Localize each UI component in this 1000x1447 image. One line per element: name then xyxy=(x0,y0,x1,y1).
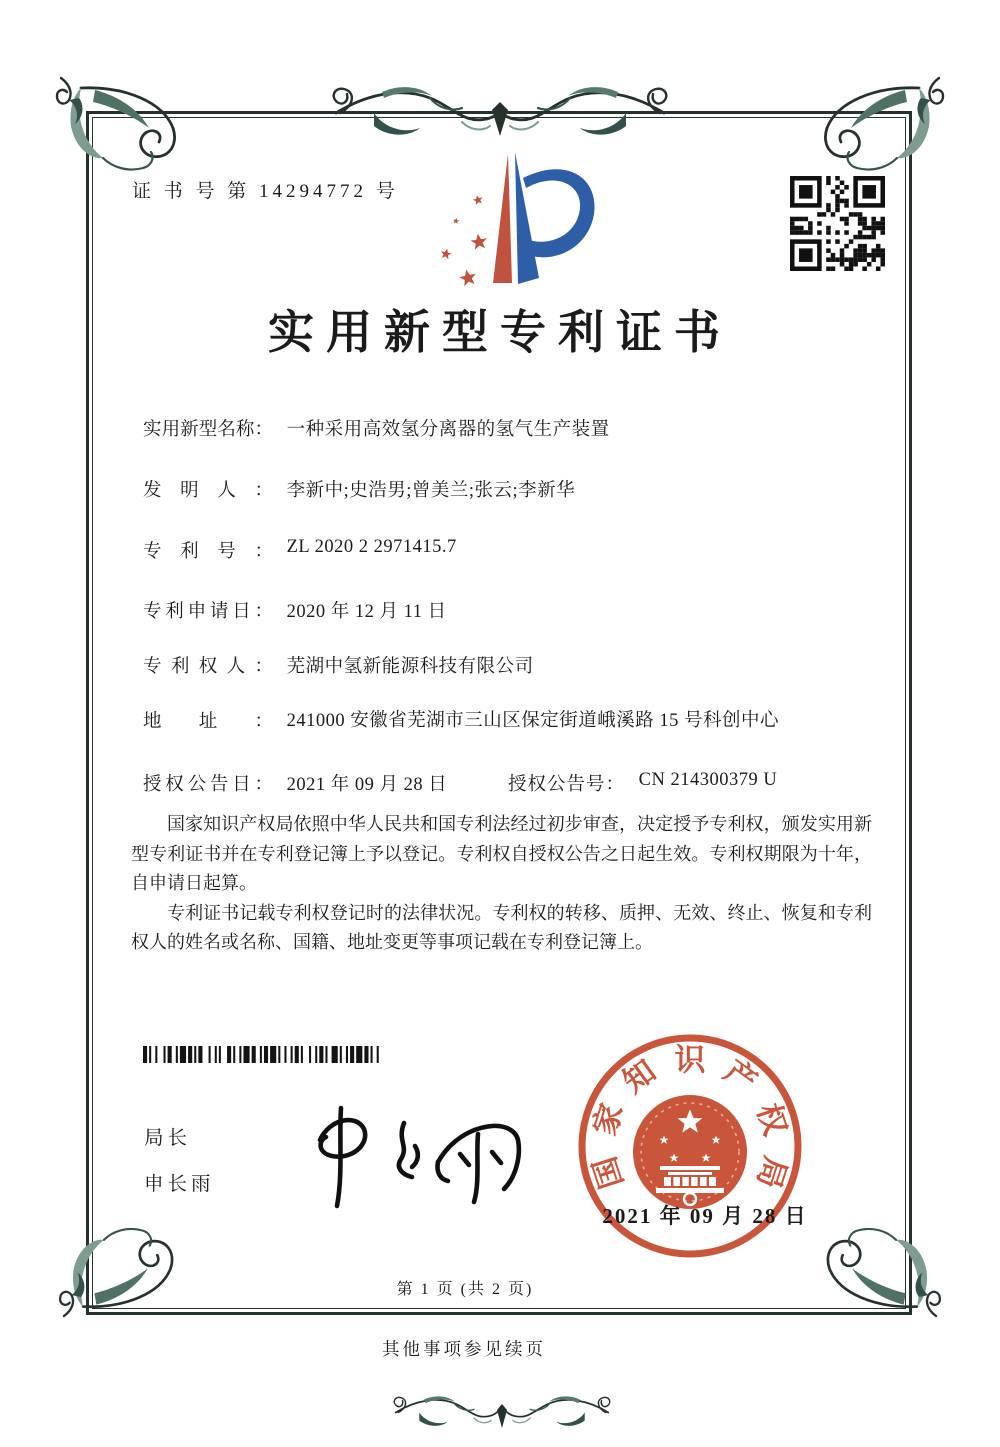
field-label: 专利权人： xyxy=(143,657,273,677)
signature xyxy=(282,1090,532,1215)
svg-text:局: 局 xyxy=(750,1152,794,1193)
barcode xyxy=(143,1046,391,1063)
svg-text:国: 国 xyxy=(586,1152,630,1193)
field-patent-number xyxy=(143,537,457,563)
signer-name: 申长雨 xyxy=(144,1173,215,1195)
svg-text:知: 知 xyxy=(616,1053,663,1100)
signer-position: 局长 xyxy=(144,1127,192,1149)
legal-statement xyxy=(131,810,872,958)
field-label: 专利号： xyxy=(143,542,273,562)
certificate-number: 证 书 号 第 14294772 号 xyxy=(132,181,399,202)
field-value: 李新中;史浩男;曾美兰;张云;李新华 xyxy=(286,481,576,501)
legal-paragraph-2: 专利证书记载专利权登记时的法律状况。专利权的转移、质押、无效、终止、恢复和专利权人的姓名或名称、国籍、地址变更等事项记载在专利登记簿上。 xyxy=(131,902,872,952)
svg-text:权: 权 xyxy=(750,1099,794,1140)
field-label: 专利申请日： xyxy=(143,602,273,622)
svg-text:产: 产 xyxy=(717,1053,764,1100)
field-value: CN 214300379 U xyxy=(638,770,778,790)
legal-paragraph-1: 国家知识产权局依照中华人民共和国专利法经过初步审查，决定授予专利权，颁发实用新型专利证书并在专利登记簿上予以登记。专利权自授权公告之日起生效。专利权期限为十年，自申请日起算。 xyxy=(131,814,872,893)
field-value: 2020 年 12 月 11 日 xyxy=(286,602,447,622)
field-value: 一种采用高效氢分离器的氢气生产装置 xyxy=(286,420,610,440)
certificate-title: 实用新型专利证书 xyxy=(268,307,732,358)
field-grant-date xyxy=(143,770,447,796)
field-utility-model-name xyxy=(143,415,610,441)
field-filing-date xyxy=(143,597,447,623)
field-label: 地址： xyxy=(143,712,273,732)
continuation-note: 其他事项参见续页 xyxy=(382,1339,546,1359)
svg-text:家: 家 xyxy=(586,1099,630,1140)
cnipa-logo-icon xyxy=(415,150,605,290)
svg-text:识: 识 xyxy=(674,1042,706,1078)
field-value: ZL 2020 2 2971415.7 xyxy=(286,537,457,557)
field-value: 241000 安徽省芜湖市三山区保定街道峨溪路 15 号科创中心 xyxy=(286,711,780,731)
field-label: 发明人： xyxy=(143,481,273,501)
national-emblem-icon xyxy=(633,1095,747,1209)
field-label: 实用新型名称： xyxy=(143,420,273,440)
field-grant-number xyxy=(508,770,777,796)
qr-code xyxy=(790,176,885,271)
field-label: 授权公告日： xyxy=(143,775,273,795)
seal-date: 2021 年 09 月 28 日 xyxy=(602,1204,808,1228)
page-number: 第 1 页 (共 2 页) xyxy=(396,1281,534,1298)
field-patentee xyxy=(143,652,534,678)
field-label: 授权公告号： xyxy=(508,775,626,795)
field-inventors xyxy=(143,476,575,502)
field-address xyxy=(143,707,887,735)
field-value: 芜湖中氢新能源科技有限公司 xyxy=(286,657,534,677)
field-value: 2021 年 09 月 28 日 xyxy=(286,775,448,795)
border-ornament-bottom-center xyxy=(392,1392,612,1442)
